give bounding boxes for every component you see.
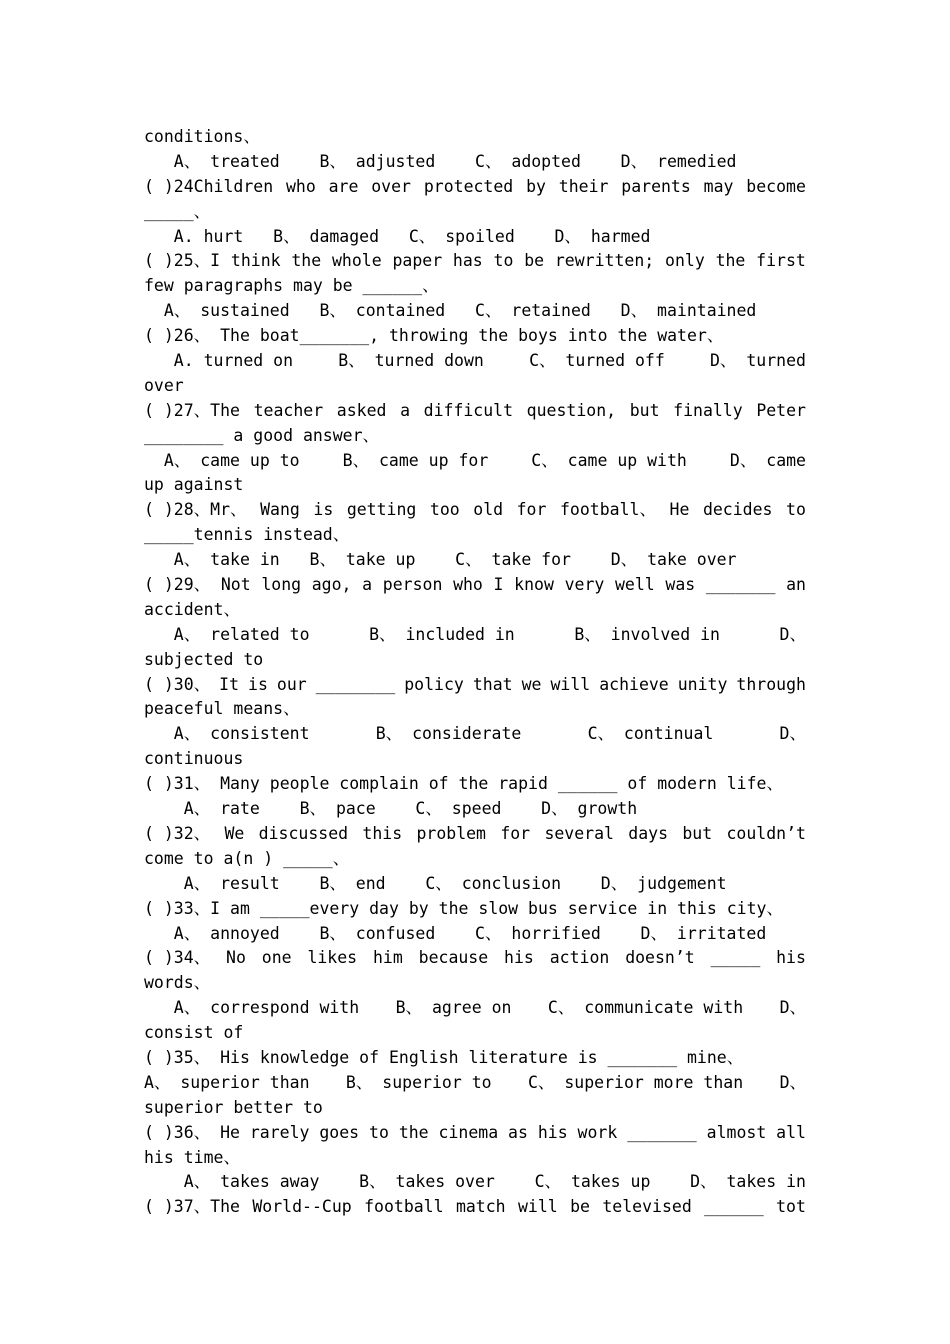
- text-token: the: [715, 251, 746, 271]
- text-token: No: [226, 948, 246, 968]
- text-line: [144, 598, 806, 623]
- text-token: who: [453, 575, 483, 595]
- text-token: A、 result B、 end C、 conclusion D、 judgement: [144, 873, 727, 893]
- text-token: teacher: [253, 400, 324, 420]
- text-token: but: [629, 400, 660, 420]
- text-token: I: [493, 575, 504, 595]
- text-token: first: [756, 251, 806, 271]
- text-line: [144, 623, 806, 648]
- text-line: [144, 1170, 806, 1195]
- text-line: [144, 249, 806, 274]
- text-token: their: [558, 176, 609, 196]
- text-token: become: [746, 176, 806, 196]
- text-token: discussed: [258, 823, 349, 843]
- text-token: will: [517, 1197, 558, 1217]
- text-token: to: [493, 251, 514, 271]
- text-token: to: [786, 500, 806, 520]
- text-line: [144, 150, 806, 175]
- text-token: A、 related to: [144, 624, 310, 644]
- text-token: through: [736, 674, 806, 694]
- text-token: difficult: [423, 400, 514, 420]
- text-line: [144, 175, 806, 200]
- text-line: [144, 548, 806, 573]
- text-token: well: [615, 575, 655, 595]
- text-token: are: [328, 176, 359, 196]
- text-token: televised: [602, 1197, 692, 1217]
- text-token: B、 superior to: [345, 1072, 492, 1092]
- text-line: [144, 1021, 806, 1046]
- text-token: few paragraphs may be ______、: [144, 276, 439, 296]
- text-line: [144, 722, 806, 747]
- text-token: ( )25、I: [144, 251, 221, 271]
- text-token: B、 involved in: [574, 624, 720, 644]
- text-line: [144, 1046, 806, 1071]
- text-token: football: [364, 1197, 444, 1217]
- text-token: A、 consistent: [144, 724, 310, 744]
- text-token: him: [372, 948, 403, 968]
- text-line: [144, 523, 806, 548]
- text-token: A、 came up to: [144, 450, 300, 470]
- text-token: doesn’t: [625, 948, 695, 968]
- text-token: up against: [144, 475, 244, 495]
- text-token: A、 annoyed B、 confused C、 horrified D、 irritated: [144, 923, 767, 943]
- text-token: ( )37、The: [144, 1197, 240, 1217]
- text-token: A、 sustained B、 contained C、 retained D、 maintained: [144, 301, 757, 321]
- text-token: continuous: [144, 749, 244, 769]
- text-token: D、: [779, 624, 806, 644]
- text-token: this: [362, 823, 403, 843]
- text-token: has: [452, 251, 483, 271]
- text-token: will: [550, 674, 591, 694]
- text-token: D、 takes in: [690, 1172, 806, 1192]
- text-token: A、 takes away: [144, 1172, 320, 1192]
- text-token: our: [276, 674, 307, 694]
- text-token: B、 considerate: [375, 724, 522, 744]
- text-token: _____tennis instead、: [144, 525, 350, 545]
- text-token: A. turned on: [144, 351, 294, 371]
- text-token: work: [577, 1122, 618, 1142]
- text-token: ( )32、: [144, 823, 211, 843]
- text-token: very: [564, 575, 605, 595]
- text-token: ( )31、 Many people complain of the rapid ______ of modern life、: [144, 774, 783, 794]
- text-token: who: [285, 176, 316, 196]
- text-line: [144, 648, 806, 673]
- text-token: but: [682, 823, 713, 843]
- text-token: B、 came up for: [342, 450, 489, 470]
- text-token: protected: [423, 176, 514, 196]
- text-token: achieve: [599, 674, 669, 694]
- text-line: [144, 1071, 806, 1096]
- text-line: [144, 872, 806, 897]
- text-token: we: [521, 674, 542, 694]
- text-token: be: [524, 251, 545, 271]
- text-token: We: [224, 823, 245, 843]
- text-token: because: [418, 948, 489, 968]
- text-token: ( )34、: [144, 948, 211, 968]
- text-token: over: [144, 375, 184, 395]
- text-token: a: [400, 400, 411, 420]
- text-token: A、 rate B、 pace C、 speed D、 growth: [144, 799, 638, 819]
- text-line: [144, 1096, 806, 1121]
- text-token: person: [382, 575, 443, 595]
- text-token: finally: [673, 400, 743, 420]
- text-token: unity: [677, 674, 728, 694]
- text-token: was: [665, 575, 696, 595]
- text-token: A、 correspond with: [144, 998, 360, 1018]
- text-token: be: [570, 1197, 590, 1217]
- text-token: rarely: [249, 1122, 310, 1142]
- text-token: He: [669, 500, 690, 520]
- text-line: [144, 673, 806, 698]
- text-token: _____、: [144, 201, 211, 221]
- text-token: come to a(n ) _____、: [144, 848, 350, 868]
- text-line: [144, 1146, 806, 1171]
- text-line: [144, 1121, 806, 1146]
- text-token: A、 take in B、 take up C、 take for D、 take over: [144, 550, 737, 570]
- text-token: days: [628, 823, 669, 843]
- text-token: his: [776, 948, 806, 968]
- text-token: B、 turned down: [338, 351, 484, 371]
- text-token: rewritten;: [554, 251, 655, 271]
- text-token: match: [455, 1197, 506, 1217]
- text-token: policy: [404, 674, 464, 694]
- text-token: ( )26、 The boat_______, throwing the boys into the water、: [144, 326, 724, 346]
- text-token: C、 takes up: [534, 1172, 651, 1192]
- text-token: parents: [621, 176, 691, 196]
- text-line: [144, 922, 806, 947]
- text-token: asked: [336, 400, 387, 420]
- text-token: as: [508, 1122, 528, 1142]
- text-token: action: [549, 948, 610, 968]
- text-token: ( )30、: [144, 674, 211, 694]
- text-token: ( )24Children: [144, 176, 274, 196]
- text-line: [144, 473, 806, 498]
- text-token: cinema: [438, 1122, 499, 1142]
- text-line: [144, 971, 806, 996]
- text-line: [144, 797, 806, 822]
- text-line: [144, 274, 806, 299]
- text-token: D、 came: [729, 450, 806, 470]
- text-token: B、 takes over: [359, 1172, 495, 1192]
- text-line: [144, 200, 806, 225]
- text-line: [144, 125, 806, 150]
- text-token: couldn’t: [726, 823, 806, 843]
- text-token: long: [261, 575, 302, 595]
- text-token: A、 superior than: [144, 1072, 310, 1092]
- text-line: [144, 573, 806, 598]
- text-line: [144, 498, 806, 523]
- text-line: [144, 697, 806, 722]
- text-line: [144, 399, 806, 424]
- text-token: B、 included in: [369, 624, 515, 644]
- text-token: D、: [779, 1072, 806, 1092]
- text-token: may: [703, 176, 734, 196]
- text-token: for: [500, 823, 531, 843]
- text-line: [144, 374, 806, 399]
- text-token: too: [429, 500, 460, 520]
- text-token: know: [514, 575, 554, 595]
- text-token: likes: [307, 948, 358, 968]
- text-token: accident、: [144, 599, 240, 619]
- text-token: ( )28、Mr、: [144, 500, 247, 520]
- text-line: [144, 449, 806, 474]
- text-line: [144, 225, 806, 250]
- text-token: A、 treated B、 adjusted C、 adopted D、 remedied: [144, 151, 737, 171]
- text-line: [144, 996, 806, 1021]
- text-token: ______: [704, 1197, 764, 1217]
- text-token: whole: [331, 251, 382, 271]
- text-token: is: [313, 500, 334, 520]
- text-token: B、 agree on: [395, 998, 512, 1018]
- text-token: ________ a good answer、: [144, 425, 380, 445]
- text-token: superior better to: [144, 1097, 323, 1117]
- text-token: ( )35、 His knowledge of English literature is _______ mine、: [144, 1047, 744, 1067]
- document-page: [144, 125, 806, 1220]
- text-token: He: [220, 1122, 240, 1142]
- text-token: D、 turned: [709, 351, 806, 371]
- text-line: [144, 847, 806, 872]
- text-token: peaceful means、: [144, 699, 300, 719]
- text-token: think: [230, 251, 281, 271]
- text-token: ________: [315, 674, 396, 694]
- text-token: consist of: [144, 1023, 244, 1043]
- text-token: several: [544, 823, 614, 843]
- text-token: his: [504, 948, 534, 968]
- text-token: ( )29、: [144, 575, 211, 595]
- text-token: _____: [710, 948, 761, 968]
- text-token: words、: [144, 973, 211, 993]
- text-token: C、 turned off: [529, 351, 665, 371]
- text-token: A. hurt B、 damaged C、 spoiled D、 harmed: [144, 226, 651, 246]
- text-token: subjected to: [144, 649, 264, 669]
- text-token: decides: [702, 500, 773, 520]
- text-token: World--Cup: [252, 1197, 352, 1217]
- text-token: only: [665, 251, 705, 271]
- text-token: to: [369, 1122, 389, 1142]
- text-token: by: [526, 176, 546, 196]
- text-token: for: [516, 500, 547, 520]
- text-token: football、: [559, 500, 656, 520]
- text-token: a: [362, 575, 373, 595]
- text-token: the: [291, 251, 322, 271]
- text-token: the: [398, 1122, 429, 1142]
- text-token: conditions、: [144, 127, 260, 146]
- text-token: ago,: [311, 575, 352, 595]
- text-token: ( )36、: [144, 1122, 211, 1142]
- text-line: [144, 897, 806, 922]
- text-token: C、 came up with: [531, 450, 687, 470]
- text-token: is: [248, 674, 268, 694]
- text-token: _______: [705, 575, 776, 595]
- text-line: [144, 772, 806, 797]
- text-token: Peter: [756, 400, 806, 420]
- text-token: C、 continual: [587, 724, 714, 744]
- text-line: [144, 299, 806, 324]
- text-token: problem: [416, 823, 486, 843]
- text-token: ( )27、The: [144, 400, 240, 420]
- text-token: one: [261, 948, 292, 968]
- text-token: C、 communicate with: [547, 998, 744, 1018]
- text-token: his time、: [144, 1147, 240, 1167]
- text-token: goes: [319, 1122, 360, 1142]
- text-token: paper: [392, 251, 443, 271]
- text-token: Wang: [260, 500, 300, 520]
- text-line: [144, 822, 806, 847]
- text-token: an: [786, 575, 806, 595]
- text-token: tot: [776, 1197, 806, 1217]
- text-token: over: [371, 176, 411, 196]
- text-token: all: [776, 1122, 806, 1142]
- text-token: Not: [220, 575, 251, 595]
- text-token: C、 superior more than: [527, 1072, 744, 1092]
- text-token: ( )33、I am _____every day by the slow bus service in this city、: [144, 898, 783, 918]
- text-line: [144, 747, 806, 772]
- text-token: _______: [627, 1122, 697, 1142]
- text-line: [144, 1195, 806, 1220]
- text-line: [144, 349, 806, 374]
- text-token: D、: [779, 998, 806, 1018]
- text-token: his: [537, 1122, 568, 1142]
- text-token: question,: [526, 400, 617, 420]
- text-token: getting: [346, 500, 417, 520]
- text-line: [144, 946, 806, 971]
- text-token: old: [473, 500, 504, 520]
- text-token: almost: [706, 1122, 767, 1142]
- text-token: It: [219, 674, 240, 694]
- text-line: [144, 324, 806, 349]
- text-token: that: [472, 674, 513, 694]
- text-line: [144, 424, 806, 449]
- text-token: D、: [779, 724, 806, 744]
